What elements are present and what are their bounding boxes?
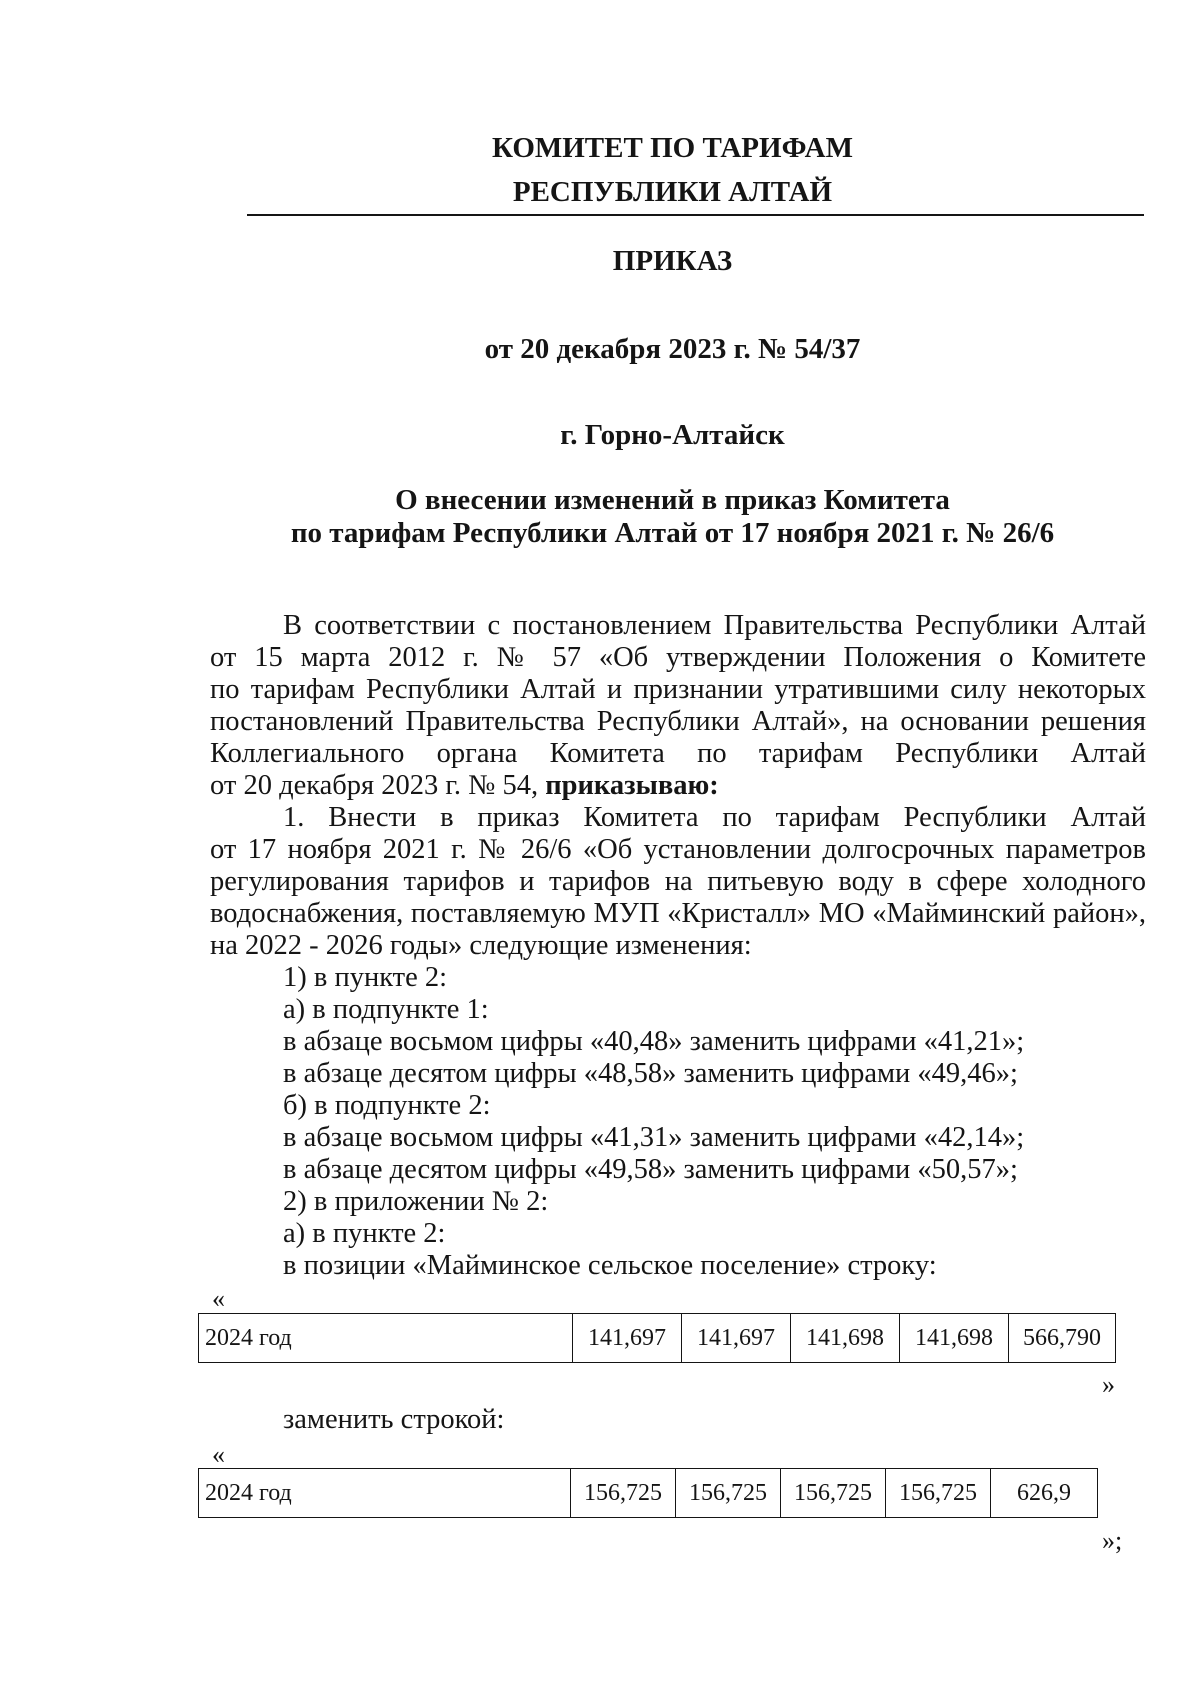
item: в позиции «Майминское сельское поселение» строку: (283, 1250, 937, 1281)
city: г. Горно-Алтайск (560, 419, 785, 451)
table-row (199, 1314, 1116, 1363)
old-row-table (198, 1313, 1116, 1363)
doc-type: ПРИКАЗ (612, 245, 733, 277)
p1-last-text: от 20 декабря 2023 г. № 54, (210, 770, 546, 801)
p1-line: постановлений Правительства Республики Алтай», на основании решения (210, 706, 1146, 737)
row-cell: 626,9 (991, 1469, 1098, 1518)
p2-line: водоснабжения, поставляемую МУП «Кристалл» МО «Майминский район», (210, 898, 1146, 929)
replace-with: заменить строкой: (283, 1404, 505, 1435)
row-cell: 566,790 (1009, 1314, 1116, 1363)
p1-last-line (210, 770, 719, 802)
item: в абзаце десятом цифры «49,58» заменить цифрами «50,57»; (283, 1154, 1018, 1185)
item: 2) в приложении № 2: (283, 1186, 549, 1217)
subject-line1: О внесении изменений в приказ Комитета (395, 484, 950, 516)
item: а) в подпункте 1: (283, 994, 489, 1025)
item: в абзаце восьмом цифры «41,31» заменить цифрами «42,14»; (283, 1122, 1025, 1153)
p1-line: Коллегиального органа Комитета по тарифам Республики Алтай (210, 738, 1146, 769)
table-row (199, 1469, 1098, 1518)
row-label: 2024 год (199, 1469, 571, 1518)
org-name-line1: КОМИТЕТ ПО ТАРИФАМ (492, 132, 853, 164)
order-word: приказываю: (545, 770, 719, 801)
p2-line: от 17 ноября 2021 г. № 26/6 «Об установлении долгосрочных параметров (210, 834, 1146, 865)
date-number: от 20 декабря 2023 г. № 54/37 (484, 333, 861, 365)
row-cell: 156,725 (676, 1469, 781, 1518)
row-cell: 141,697 (682, 1314, 791, 1363)
open-quote: « (212, 1440, 225, 1469)
close-quote: » (1102, 1370, 1115, 1399)
p1-line: В соответствии с постановлением Правительства Республики Алтай (283, 610, 1146, 641)
row-cell: 156,725 (781, 1469, 886, 1518)
row-cell: 141,698 (900, 1314, 1009, 1363)
item: 1) в пункте 2: (283, 962, 448, 993)
open-quote: « (212, 1284, 225, 1313)
p1-line: от 15 марта 2012 г. № 57 «Об утверждении Положения о Комитете (210, 642, 1146, 673)
p1-line: по тарифам Республики Алтай и признании утратившими силу некоторых (210, 674, 1146, 705)
item: в абзаце восьмом цифры «40,48» заменить цифрами «41,21»; (283, 1026, 1025, 1057)
item: а) в пункте 2: (283, 1218, 446, 1249)
row-cell: 156,725 (886, 1469, 991, 1518)
p2-line: 1. Внести в приказ Комитета по тарифам Республики Алтай (283, 802, 1146, 833)
new-row-table (198, 1468, 1098, 1518)
item: б) в подпункте 2: (283, 1090, 491, 1121)
p2-last-line: на 2022 - 2026 годы» следующие изменения: (210, 930, 752, 961)
header-divider (247, 214, 1144, 216)
close-quote: »; (1102, 1526, 1123, 1555)
subject-line2: по тарифам Республики Алтай от 17 ноября 2021 г. № 26/6 (290, 517, 1055, 549)
row-cell: 141,697 (573, 1314, 682, 1363)
org-name-line2: РЕСПУБЛИКИ АЛТАЙ (512, 176, 833, 208)
item: в абзаце десятом цифры «48,58» заменить цифрами «49,46»; (283, 1058, 1018, 1089)
row-label: 2024 год (199, 1314, 573, 1363)
row-cell: 156,725 (571, 1469, 676, 1518)
p2-line: регулирования тарифов и тарифов на питьевую воду в сфере холодного (210, 866, 1146, 897)
row-cell: 141,698 (791, 1314, 900, 1363)
